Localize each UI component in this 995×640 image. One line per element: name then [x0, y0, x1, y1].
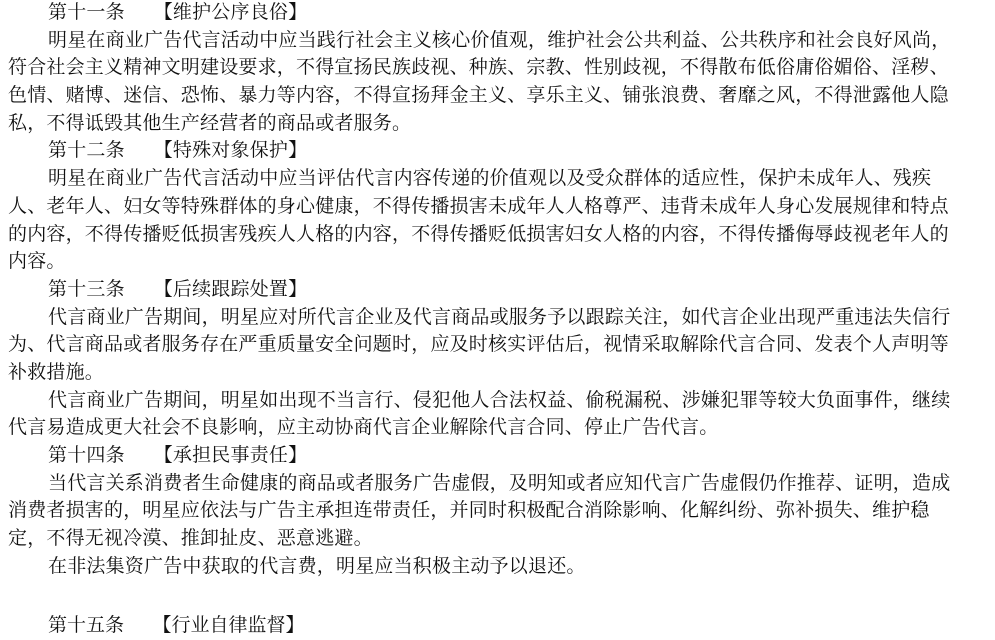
article-heading: 第十四条 【承担民事责任】: [48, 444, 308, 466]
paragraph-line: 代言易造成更大社会不良影响，应主动协商代言企业解除代言合同、停止广告代言。: [8, 416, 719, 439]
paragraph-line: 内容。: [8, 250, 66, 273]
paragraph-line: 的内容，不得传播贬低损害残疾人人格的内容，不得传播贬低损害妇女人格的内容，不得传播侮辱歧视老年人的: [8, 222, 949, 245]
cutoff-heading: 第十五条 【行业自律监督】: [48, 614, 305, 636]
article-heading: 第十三条 【后续跟踪处置】: [48, 277, 308, 300]
paragraph-line: 消费者损害的，明星应依法与广告主承担连带责任，并同时积极配合消除影响、化解纠纷、弥补损失、维护稳: [8, 499, 930, 522]
paragraph-line: 为、代言商品或者服务存在严重质量安全问题时，应及时核实评估后，视情采取解除代言合同、发表个人声明等: [8, 333, 949, 356]
paragraph-line: 定，不得无视冷漠、推卸扯皮、恶意逃避。: [8, 527, 373, 550]
paragraph-line: 代言商业广告期间，明星如出现不当言行、侵犯他人合法权益、偷税漏税、涉嫌犯罪等较大负面事件，继续: [48, 388, 951, 411]
paragraph-line: 符合社会主义精神文明建设要求，不得宣扬民族歧视、种族、宗教、性别歧视，不得散布低俗庸俗媚俗、淫秽、: [8, 56, 949, 79]
paragraph-line: 色情、赌博、迷信、恐怖、暴力等内容，不得宣扬拜金主义、享乐主义、铺张浪费、奢靡之风，不得泄露他人隐: [8, 84, 949, 107]
paragraph-line: 明星在商业广告代言活动中应当评估代言内容传递的价值观以及受众群体的适应性，保护未成年人、残疾: [48, 167, 932, 190]
article-heading: 第十二条 【特殊对象保护】: [48, 139, 308, 162]
paragraph-line: 当代言关系消费者生命健康的商品或者服务广告虚假，及明知或者应知代言广告虚假仍作推荐、证明，造成: [48, 471, 951, 494]
document-body: [8, 0, 988, 580]
paragraph-line: 私，不得诋毁其他生产经营者的商品或者服务。: [8, 111, 412, 134]
cutoff-region: [0, 614, 995, 640]
paragraph-line: 在非法集资广告中获取的代言费，明星应当积极主动予以退还。: [48, 554, 586, 577]
paragraph-line: 人、老年人、妇女等特殊群体的身心健康，不得传播损害未成年人人格尊严、违背未成年人身心发展规律和特点: [8, 194, 949, 217]
paragraph-line: 补救措施。: [8, 360, 105, 383]
article-heading: 第十一条 【维护公序良俗】: [48, 1, 308, 23]
paragraph-line: 明星在商业广告代言活动中应当践行社会主义核心价值观，维护社会公共利益、公共秩序和社会良好风尚，: [48, 28, 951, 51]
paragraph-line: 代言商业广告期间，明星应对所代言企业及代言商品或服务予以跟踪关注，如代言企业出现严重违法失信行: [48, 305, 951, 328]
